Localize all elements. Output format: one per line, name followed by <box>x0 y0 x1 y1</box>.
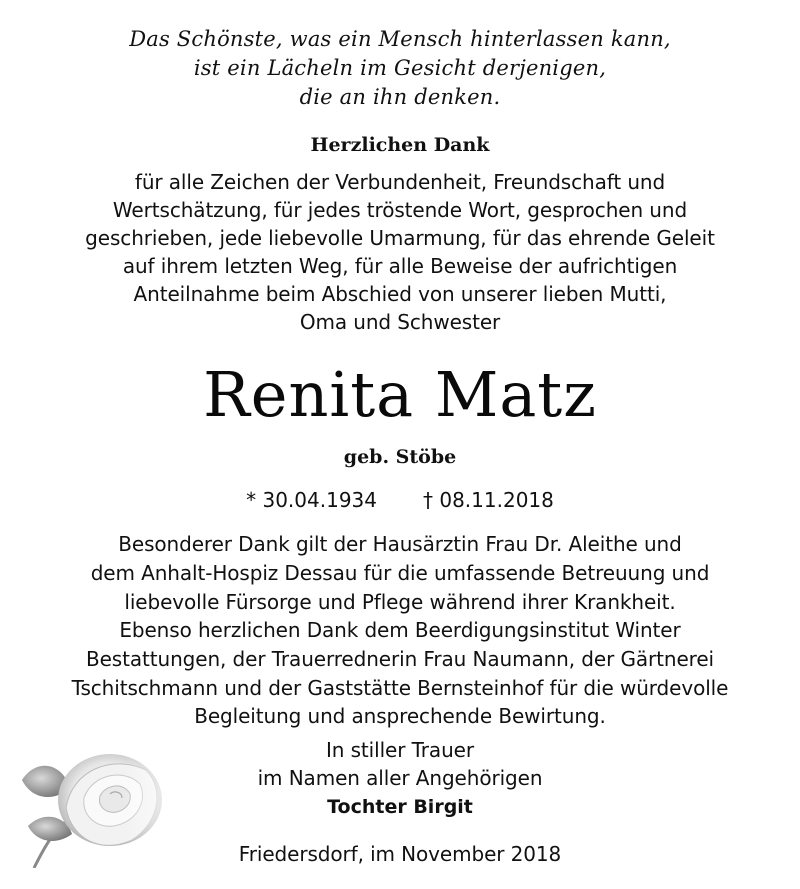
special-thanks-line-5: Bestattungen, der Trauerrednerin Frau Naumann, der Gärtnerei <box>85 647 714 671</box>
signer-name: Tochter Birgit <box>327 796 473 818</box>
thanks-text-line-2: Wertschätzung, für jedes tröstende Wort, gesprochen und <box>112 198 688 222</box>
thanks-text-line-4: auf ihrem letzten Weg, für alle Beweise der aufrichtigen <box>122 254 678 278</box>
special-thanks-line-6: Tschitschmann und der Gaststätte Bernsteinhof für die würdevolle <box>71 676 729 700</box>
thanks-text-line-5: Anteilnahme beim Abschied von unserer lieben Mutti, <box>133 282 667 306</box>
thanks-text-line-1: für alle Zeichen der Verbundenheit, Freundschaft und <box>134 170 666 194</box>
signature-line-2: im Namen aller Angehörigen <box>257 766 543 790</box>
rose-icon <box>14 718 179 868</box>
motto-line-1: Das Schönste, was ein Mensch hinterlassen kann, <box>129 27 671 51</box>
motto-line-2: ist ein Lächeln im Gesicht derjenigen, <box>193 56 607 80</box>
life-dates <box>0 488 800 512</box>
place-date: Friedersdorf, im November 2018 <box>238 842 562 866</box>
motto-line-3: die an ihn denken. <box>299 85 501 109</box>
special-thanks-line-4: Ebenso herzlichen Dank dem Beerdigungsinstitut Winter <box>119 618 681 642</box>
thanks-heading: Herzlichen Dank <box>310 134 490 156</box>
birth-date: * 30.04.1934 <box>246 488 377 512</box>
special-thanks-line-7: Begleitung und ansprechende Bewirtung. <box>194 704 606 728</box>
death-date: † 08.11.2018 <box>423 488 554 512</box>
special-thanks-line-3: liebevolle Fürsorge und Pflege während ihrer Krankheit. <box>124 590 676 614</box>
deceased-name: Renita Matz <box>203 358 597 431</box>
special-thanks-line-2: dem Anhalt-Hospiz Dessau für die umfassende Betreuung und <box>90 561 710 585</box>
signature-line-1: In stiller Trauer <box>325 738 474 762</box>
special-thanks-line-1: Besonderer Dank gilt der Hausärztin Frau Dr. Aleithe und <box>118 532 682 556</box>
thanks-text-line-3: geschrieben, jede liebevolle Umarmung, für das ehrende Geleit <box>85 226 715 250</box>
birth-name: geb. Stöbe <box>343 446 457 468</box>
thanks-text-line-6: Oma und Schwester <box>299 310 501 334</box>
